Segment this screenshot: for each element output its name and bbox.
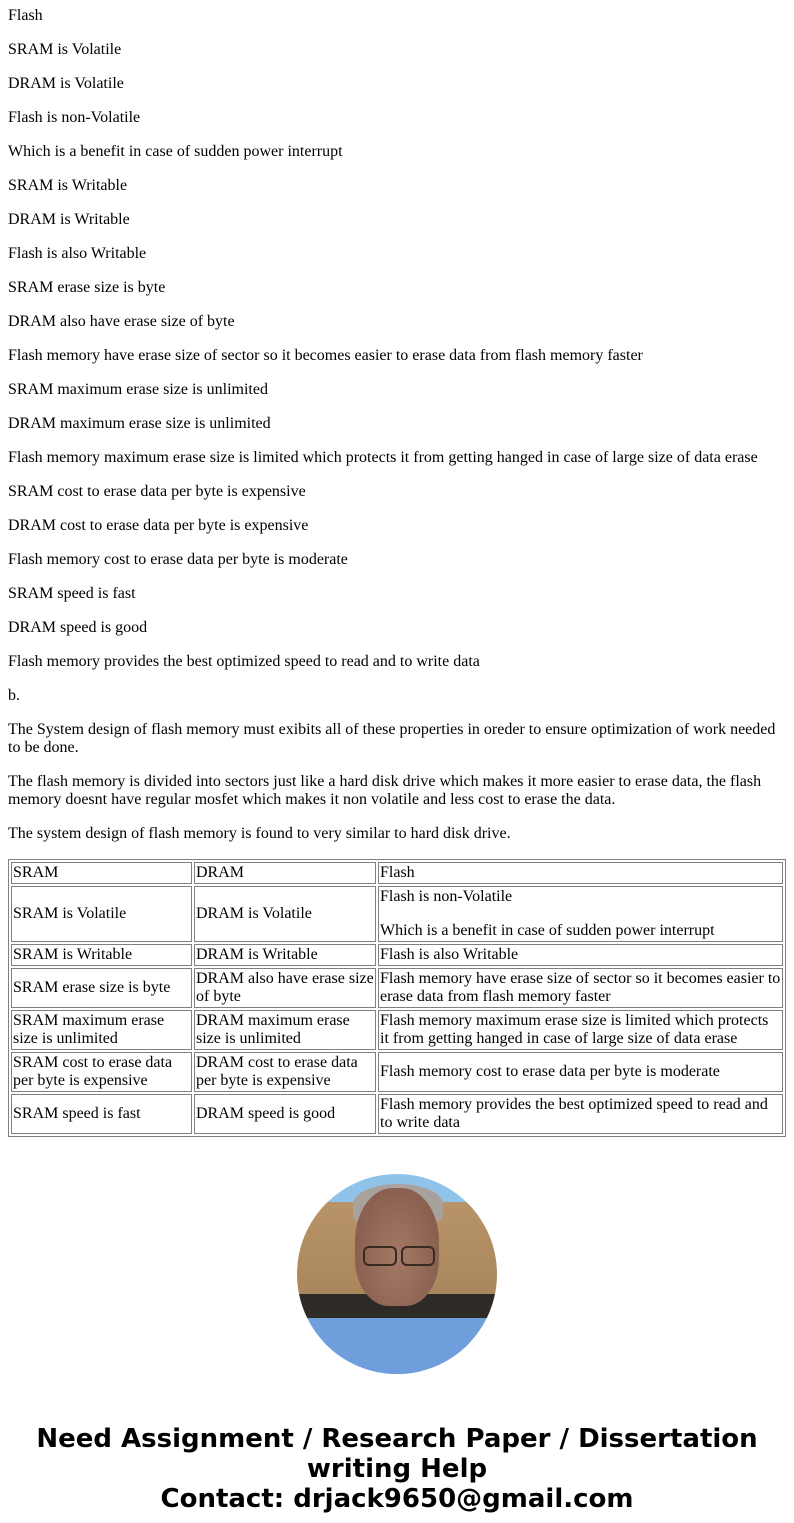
- paragraph: Flash memory provides the best optimized speed to read and to write data: [8, 653, 480, 670]
- paragraph: SRAM speed is fast: [8, 585, 136, 602]
- table-cell: [11, 1010, 192, 1050]
- cell-text: SRAM is Volatile: [13, 905, 127, 922]
- paragraph: SRAM is Volatile: [8, 41, 122, 58]
- table-row: [11, 944, 783, 966]
- table-cell: [378, 862, 783, 884]
- table-cell: [194, 968, 376, 1008]
- table-cell: [194, 1052, 376, 1092]
- cell-text: DRAM is Volatile: [196, 905, 312, 922]
- paragraph: DRAM is Writable: [8, 211, 130, 228]
- table-row: [11, 1010, 783, 1050]
- cell-text: Flash: [380, 864, 415, 881]
- paragraph: SRAM cost to erase data per byte is expensive: [8, 483, 306, 500]
- table-cell: [11, 1052, 192, 1092]
- author-photo-container: [0, 1174, 794, 1374]
- cell-text: Which is a benefit in case of sudden power interrupt: [380, 922, 715, 939]
- cell-text: DRAM speed is good: [196, 1105, 336, 1122]
- cell-text: Flash is also Writable: [380, 946, 519, 963]
- cell-text: DRAM maximum erase size is unlimited: [196, 1012, 350, 1047]
- cell-text: SRAM maximum erase size is unlimited: [13, 1012, 165, 1047]
- table-row: [11, 886, 783, 942]
- paragraph: DRAM maximum erase size is unlimited: [8, 415, 271, 432]
- cell-text: DRAM cost to erase data per byte is expensive: [196, 1054, 358, 1089]
- cell-text: Flash memory maximum erase size is limited which protects it from getting hanged in case of large size of data erase: [380, 1012, 769, 1047]
- table-cell: [11, 886, 192, 942]
- cell-text: Flash memory cost to erase data per byte is moderate: [380, 1063, 720, 1080]
- table-cell: [194, 886, 376, 942]
- paragraph: The System design of flash memory must exibits all of these properties in oreder to ensure optimization of work needed to be done.: [8, 721, 776, 756]
- cell-text: DRAM: [196, 864, 245, 881]
- contact-banner: [0, 1424, 794, 1514]
- cell-text: DRAM also have erase size of byte: [196, 970, 374, 1005]
- table-cell: [194, 944, 376, 966]
- comparison-table: [8, 859, 786, 1137]
- paragraph: SRAM is Writable: [8, 177, 128, 194]
- cell-text: DRAM is Writable: [196, 946, 318, 963]
- table-cell: [11, 944, 192, 966]
- paragraph: Flash memory have erase size of sector so it becomes easier to erase data from flash memory faster: [8, 347, 643, 364]
- answer-paragraphs: [8, 7, 786, 843]
- table-row: [11, 1052, 783, 1092]
- cell-text: SRAM cost to erase data per byte is expensive: [13, 1054, 173, 1089]
- author-avatar: [297, 1174, 497, 1374]
- table-cell: [378, 1052, 783, 1092]
- cell-text: SRAM speed is fast: [13, 1105, 141, 1122]
- cell-text: Flash memory have erase size of sector so it becomes easier to erase data from flash memory faster: [380, 970, 781, 1005]
- table-header-row: [11, 862, 783, 884]
- table-cell: [378, 1094, 783, 1134]
- cell-text: SRAM is Writable: [13, 946, 133, 963]
- cell-text: Flash memory provides the best optimized speed to read and to write data: [380, 1096, 768, 1131]
- table-cell: [11, 862, 192, 884]
- cell-text: Flash is non-Volatile: [380, 888, 513, 905]
- table-cell: [11, 968, 192, 1008]
- paragraph: The flash memory is divided into sectors just like a hard disk drive which makes it more easier to erase data, the flash memory doesnt have regular mosfet which makes it non volatile and less cost to erase the data.: [8, 773, 762, 808]
- table-cell: [378, 1010, 783, 1050]
- paragraph: DRAM also have erase size of byte: [8, 313, 235, 330]
- table-cell: [378, 886, 783, 942]
- table-row: [11, 1094, 783, 1134]
- paragraph: Which is a benefit in case of sudden power interrupt: [8, 143, 343, 160]
- paragraph: b.: [8, 687, 20, 704]
- paragraph: DRAM cost to erase data per byte is expensive: [8, 517, 309, 534]
- table-cell: [194, 1094, 376, 1134]
- paragraph: The system design of flash memory is found to very similar to hard disk drive.: [8, 825, 511, 842]
- table-row: [11, 968, 783, 1008]
- paragraph: SRAM erase size is byte: [8, 279, 166, 296]
- table-cell: [11, 1094, 192, 1134]
- paragraph: SRAM maximum erase size is unlimited: [8, 381, 268, 398]
- contact-email-text: Contact: drjack9650@gmail.com: [160, 1484, 634, 1514]
- cell-text: SRAM: [13, 864, 59, 881]
- table-cell: [378, 968, 783, 1008]
- paragraph: DRAM speed is good: [8, 619, 148, 636]
- paragraph: DRAM is Volatile: [8, 75, 124, 92]
- answer-content: [0, 7, 794, 1137]
- paragraph: Flash memory maximum erase size is limited which protects it from getting hanged in case of large size of data erase: [8, 449, 758, 466]
- paragraph: Flash: [8, 7, 43, 24]
- table-cell: [194, 862, 376, 884]
- table-cell: [378, 944, 783, 966]
- paragraph: Flash is non-Volatile: [8, 109, 141, 126]
- paragraph: Flash is also Writable: [8, 245, 147, 262]
- paragraph: Flash memory cost to erase data per byte is moderate: [8, 551, 348, 568]
- table-cell: [194, 1010, 376, 1050]
- help-banner-text: Need Assignment / Research Paper / Dissertation writing Help: [36, 1424, 758, 1484]
- cell-text: SRAM erase size is byte: [13, 979, 171, 996]
